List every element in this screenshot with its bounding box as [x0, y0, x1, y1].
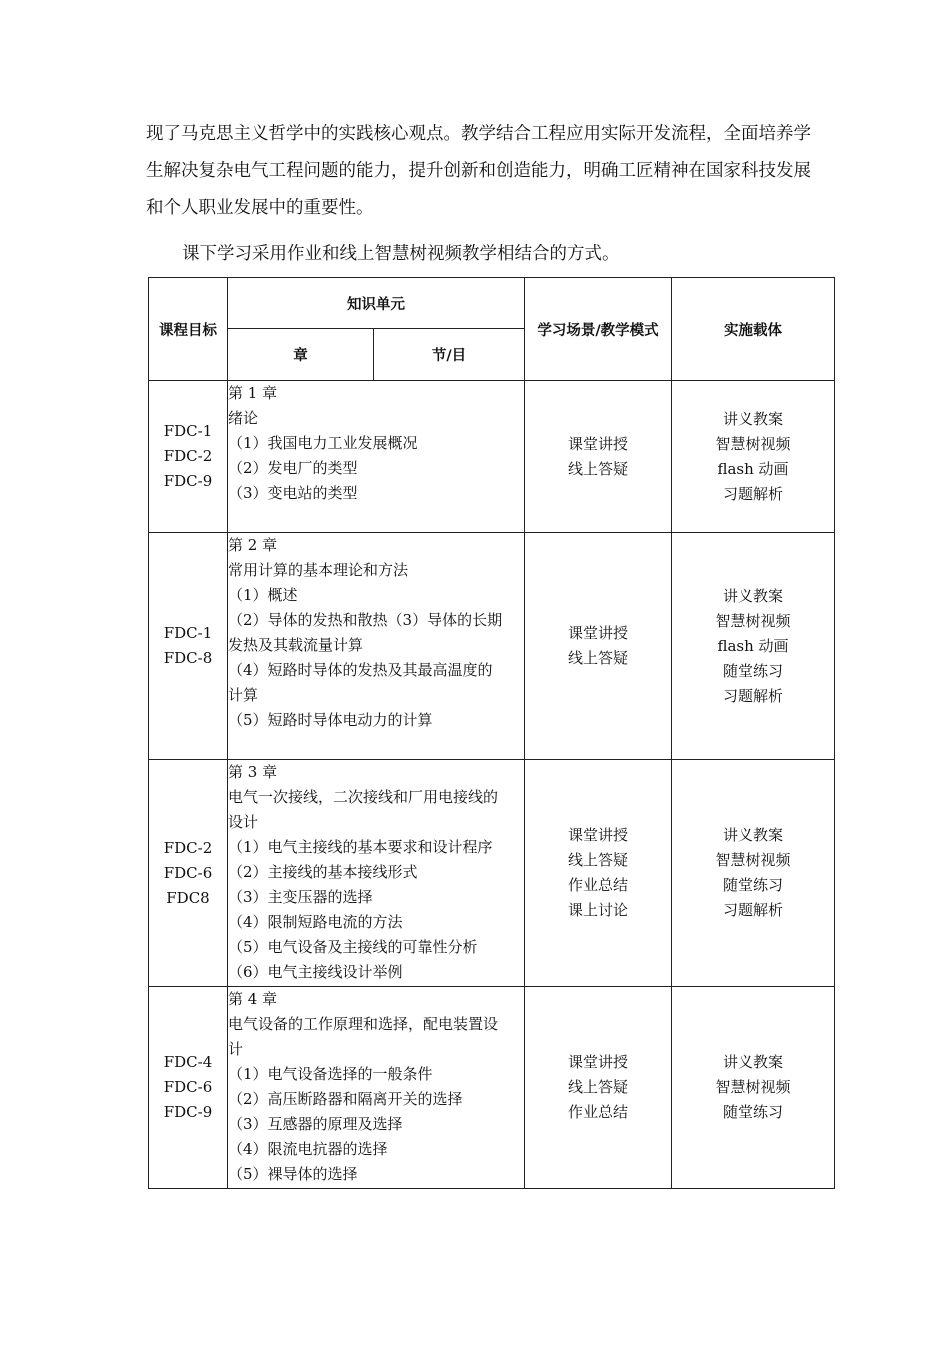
carrier-item: 习题解析 [722, 686, 783, 705]
mode-item: 线上答疑 [567, 459, 628, 478]
knowledge-cell [228, 381, 525, 533]
goal-code: FDC-1 [163, 422, 213, 440]
knowledge-cell [228, 987, 525, 1189]
mode-item: 课堂讲授 [567, 434, 628, 453]
carrier-cell [672, 381, 835, 533]
content-line: （2）导体的发热和散热（3）导体的长期 [228, 611, 503, 629]
content-line: （1）电气设备选择的一般条件 [228, 1065, 433, 1083]
goal-cell [149, 533, 228, 760]
content-line: （2）高压断路器和隔离开关的选择 [228, 1090, 463, 1108]
content-line: 第 4 章 [228, 990, 278, 1008]
carrier-item: 讲义教案 [722, 409, 783, 428]
goal-code: FDC-9 [163, 472, 213, 490]
goal-cell [149, 381, 228, 533]
carrier-item: 习题解析 [722, 901, 783, 919]
carrier-cell [672, 533, 835, 760]
carrier-item: 智慧树视频 [715, 1078, 791, 1096]
content-line: （5）裸导体的选择 [228, 1165, 358, 1183]
carrier-item: 习题解析 [722, 484, 783, 503]
goal-code: FDC-2 [163, 447, 213, 465]
header-course-goal: 课程目标 [149, 278, 228, 381]
content-line: （3）主变压器的选择 [228, 888, 373, 906]
carrier-item: flash 动画 [717, 459, 789, 478]
table-row [149, 987, 835, 1189]
header-section: 节/目 [374, 329, 525, 381]
content-line: （3）互感器的原理及选择 [228, 1115, 403, 1133]
mode-cell [525, 987, 672, 1189]
mode-item: 作业总结 [567, 876, 628, 894]
content-line: （4）限流电抗器的选择 [228, 1140, 388, 1158]
carrier-item: 智慧树视频 [715, 611, 791, 630]
goal-code: FDC-9 [163, 1103, 213, 1121]
mode-cell [525, 760, 672, 987]
header-carrier: 实施载体 [672, 278, 835, 381]
mode-item: 课堂讲授 [567, 1053, 628, 1071]
content-line: 第 1 章 [228, 384, 278, 402]
content-line: 发热及其载流量计算 [228, 636, 364, 654]
mode-item: 线上答疑 [567, 649, 628, 667]
content-line: 计算 [228, 686, 259, 704]
content-line: 第 2 章 [228, 536, 278, 554]
carrier-cell [672, 760, 835, 987]
carrier-item: 智慧树视频 [715, 434, 791, 453]
carrier-cell [672, 987, 835, 1189]
mode-item: 作业总结 [567, 1103, 628, 1121]
mode-item: 课上讨论 [567, 901, 628, 919]
carrier-item: 随堂练习 [722, 876, 783, 894]
mode-cell [525, 381, 672, 533]
content-line: 绪论 [228, 409, 259, 427]
carrier-item: 随堂练习 [722, 661, 783, 680]
content-line: 常用计算的基本理论和方法 [228, 561, 409, 579]
content-line: （1）我国电力工业发展概况 [228, 434, 418, 452]
header-scene-mode: 学习场景/教学模式 [525, 278, 672, 381]
table-row [149, 760, 835, 987]
header-knowledge-unit: 知识单元 [228, 278, 525, 329]
goal-code: FDC-6 [163, 1078, 213, 1096]
goal-code: FDC-6 [163, 863, 213, 882]
content-line: 第 3 章 [228, 763, 278, 781]
mode-item: 课堂讲授 [567, 826, 628, 844]
content-line: 计 [228, 1040, 244, 1058]
goal-code: FDC-1 [163, 624, 213, 642]
mode-item: 线上答疑 [567, 1078, 628, 1096]
goal-code: FDC-4 [163, 1053, 213, 1071]
content-line: （2）主接线的基本接线形式 [228, 863, 418, 881]
mode-cell [525, 533, 672, 760]
content-line: （2）发电厂的类型 [228, 459, 358, 477]
header-chapter: 章 [228, 329, 374, 381]
carrier-item: 随堂练习 [722, 1103, 783, 1121]
content-line: （4）限制短路电流的方法 [228, 913, 403, 931]
content-line: （5）电气设备及主接线的可靠性分析 [228, 938, 478, 956]
carrier-item: 讲义教案 [722, 586, 783, 605]
mode-item: 课堂讲授 [567, 624, 628, 642]
goal-code: FDC8 [166, 888, 210, 907]
study-mode-paragraph: 课下学习采用作业和线上智慧树视频教学相结合的方式。 [182, 244, 620, 264]
carrier-item: 智慧树视频 [715, 851, 791, 869]
goal-code: FDC-8 [163, 649, 213, 667]
content-line: （1）概述 [228, 586, 298, 604]
content-line: 电气一次接线，二次接线和厂用电接线的 [228, 788, 499, 806]
goal-code: FDC-2 [163, 838, 213, 857]
content-line: 设计 [228, 813, 259, 831]
course-table [148, 277, 835, 1189]
table-row [149, 533, 835, 760]
goal-cell [149, 987, 228, 1189]
content-line: 电气设备的工作原理和选择，配电装置设 [228, 1015, 499, 1033]
carrier-item: flash 动画 [717, 636, 789, 655]
content-line: （4）短路时导体的发热及其最高温度的 [228, 661, 493, 679]
knowledge-cell [228, 533, 525, 760]
carrier-item: 讲义教案 [722, 1053, 783, 1071]
table-row [149, 381, 835, 533]
intro-paragraph: 现了马克思主义哲学中的实践核心观点。教学结合工程应用实际开发流程，全面培养学生解决复杂电气工程问题的能力，提升创新和创造能力，明确工匠精神在国家科技发展和个人职业发展中的重要性。 [146, 124, 811, 218]
content-line: （5）短路时导体电动力的计算 [228, 711, 433, 729]
content-line: （6）电气主接线设计举例 [228, 963, 403, 981]
mode-item: 线上答疑 [567, 851, 628, 869]
goal-cell [149, 760, 228, 987]
knowledge-cell [228, 760, 525, 987]
content-line: （3）变电站的类型 [228, 484, 358, 502]
content-line: （1）电气主接线的基本要求和设计程序 [228, 838, 493, 856]
carrier-item: 讲义教案 [722, 826, 783, 844]
